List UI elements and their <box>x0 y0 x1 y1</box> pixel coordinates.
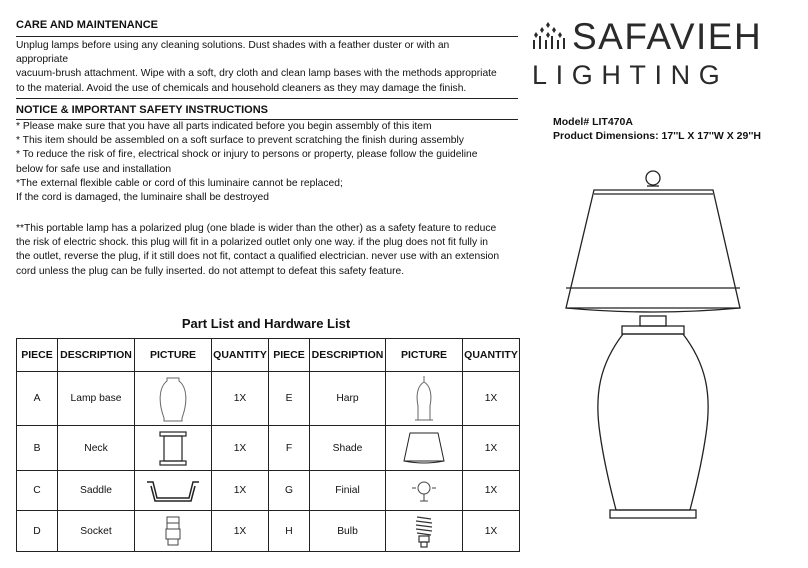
picture-cell <box>386 511 463 552</box>
notice-line: below for safe use and installation <box>16 163 172 175</box>
quantity-cell: 1X <box>463 511 520 552</box>
piece-cell: G <box>269 471 310 511</box>
picture-cell <box>386 372 463 426</box>
quantity-cell: 1X <box>212 426 269 471</box>
parts-list-title: Part List and Hardware List <box>181 316 351 331</box>
table-header-row <box>17 339 520 372</box>
quantity-cell: 1X <box>463 471 520 511</box>
care-line: to the material. Avoid the use of chemicals and household cleaners as they may damage the finish. <box>16 82 467 94</box>
brand-name: SAFAVIEH <box>572 16 763 57</box>
description-cell: Neck <box>58 426 135 471</box>
column-header: PICTURE <box>386 339 463 372</box>
care-heading: CARE AND MAINTENANCE <box>16 19 158 31</box>
brand-subtitle: LIGHTING <box>532 60 729 90</box>
column-header: QUANTITY <box>463 339 520 372</box>
description-cell: Socket <box>58 511 135 552</box>
quantity-cell: 1X <box>212 511 269 552</box>
parts-table <box>16 338 520 552</box>
table-row <box>17 372 520 426</box>
quantity-cell: 1X <box>463 426 520 471</box>
piece-cell: C <box>17 471 58 511</box>
column-header: PIECE <box>17 339 58 372</box>
piece-cell: D <box>17 511 58 552</box>
table-row <box>17 511 520 552</box>
description-cell: Shade <box>310 426 386 471</box>
quantity-cell: 1X <box>212 372 269 426</box>
table-row <box>17 426 520 471</box>
column-header: DESCRIPTION <box>58 339 135 372</box>
column-header: PIECE <box>269 339 310 372</box>
description-cell: Harp <box>310 372 386 426</box>
shade-icon <box>402 430 446 466</box>
neck-icon <box>157 430 189 466</box>
description-cell: Saddle <box>58 471 135 511</box>
care-bottom-divider <box>16 98 518 99</box>
picture-cell <box>135 471 212 511</box>
saddle-icon <box>145 476 201 506</box>
piece-cell: H <box>269 511 310 552</box>
notice-text <box>16 120 478 205</box>
picture-cell <box>135 426 212 471</box>
notice-line: * Please make sure that you have all parts indicated before you begin assembly of this item <box>16 121 432 132</box>
lamp-base-icon <box>156 374 190 424</box>
finial-icon <box>409 476 439 506</box>
safavieh-logo-mark <box>528 22 568 50</box>
notice-line: * To reduce the risk of fire, electrical shock or injury to persons or property, please follow the guideline <box>16 149 478 161</box>
plug-line: cord unless the plug can be fully inserted. do not attempt to defeat this safety feature. <box>16 265 405 277</box>
notice-line: *The external flexible cable or cord of this luminaire cannot be replaced; <box>16 177 343 189</box>
piece-cell: A <box>17 372 58 426</box>
model-number: Model# LIT470A <box>553 116 633 128</box>
picture-cell <box>135 372 212 426</box>
plug-warning-text <box>16 222 499 279</box>
product-dimensions: Product Dimensions: 17''L X 17''W X 29''H <box>553 130 761 142</box>
plug-line: the outlet, reverse the plug, if it still does not fit, contact a qualified electrician. never use with an extension <box>16 251 500 263</box>
column-header: PICTURE <box>135 339 212 372</box>
description-cell: Lamp base <box>58 372 135 426</box>
plug-line: **This portable lamp has a polarized plug (one blade is wider than the other) as a safety feature to reduce <box>16 223 497 234</box>
piece-cell: F <box>269 426 310 471</box>
piece-cell: E <box>269 372 310 426</box>
notice-heading: NOTICE & IMPORTANT SAFETY INSTRUCTIONS <box>16 104 268 116</box>
column-header: DESCRIPTION <box>310 339 386 372</box>
picture-cell <box>386 471 463 511</box>
harp-icon <box>409 374 439 424</box>
column-header: QUANTITY <box>212 339 269 372</box>
quantity-cell: 1X <box>212 471 269 511</box>
notice-line: If the cord is damaged, the luminaire shall be destroyed <box>16 192 269 204</box>
lamp-drawing <box>560 164 760 529</box>
plug-line: the risk of electric shock. this plug will fit in a polarized outlet only one way. if the plug does not fit fully in <box>16 237 488 249</box>
bulb-icon <box>408 513 440 549</box>
care-line: Unplug lamps before using any cleaning solutions. Dust shades with a feather duster or with an <box>16 40 450 51</box>
description-cell: Bulb <box>310 511 386 552</box>
description-cell: Finial <box>310 471 386 511</box>
notice-line: * This item should be assembled on a soft surface to prevent scratching the finish during assembly <box>16 135 464 147</box>
care-divider <box>16 36 518 37</box>
care-line: vacuum-brush attachment. Wipe with a soft, dry cloth and clean lamp bases with the methods appropriate <box>16 68 497 80</box>
care-text <box>16 39 497 96</box>
table-row <box>17 471 520 511</box>
picture-cell <box>386 426 463 471</box>
quantity-cell: 1X <box>463 372 520 426</box>
socket-icon <box>161 514 185 548</box>
piece-cell: B <box>17 426 58 471</box>
care-line: appropriate <box>16 54 69 66</box>
picture-cell <box>135 511 212 552</box>
